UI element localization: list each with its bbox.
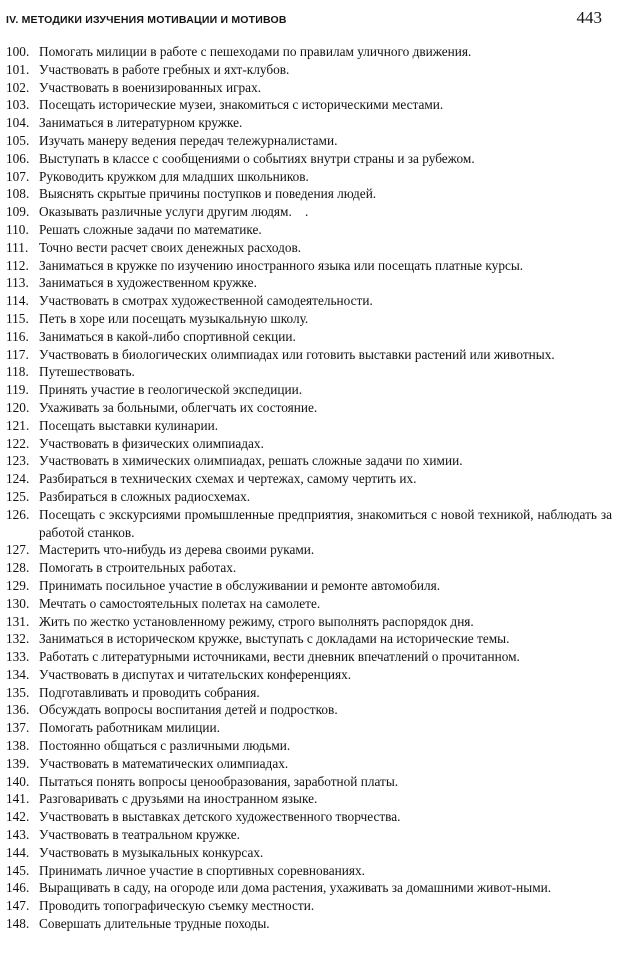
item-text: Участвовать в музыкальных конкурсах. xyxy=(39,844,264,860)
item-number: 146. xyxy=(6,880,30,896)
list-item xyxy=(6,755,612,773)
item-number: 120. xyxy=(6,399,30,415)
item-number: 106. xyxy=(6,150,30,166)
list-item xyxy=(6,310,612,328)
item-number: 147. xyxy=(6,898,30,914)
list-item xyxy=(6,168,612,186)
list-item xyxy=(6,435,612,453)
item-text: Петь в хоре или посещать музыкальную школу. xyxy=(39,310,309,326)
item-number: 148. xyxy=(6,916,30,932)
item-text: Разговаривать с друзьями на иностранном языке. xyxy=(39,791,318,807)
item-number: 105. xyxy=(6,132,30,148)
item-text: Совершать длительные трудные походы. xyxy=(39,916,270,932)
item-text: Участвовать в работе гребных и яхт-клубов. xyxy=(39,61,290,77)
list-item xyxy=(6,577,612,595)
item-text: Постоянно общаться с различными людьми. xyxy=(39,738,291,754)
item-text: Заниматься в литературном кружке. xyxy=(39,115,243,131)
item-number: 111. xyxy=(6,239,29,255)
list-item xyxy=(6,114,612,132)
list-item xyxy=(6,879,612,897)
item-text: Принимать личное участие в спортивных соревнованиях. xyxy=(39,862,366,878)
item-number: 107. xyxy=(6,168,30,184)
list-item xyxy=(6,363,612,381)
item-text: Принимать посильное участие в обслуживании и ремонте автомобиля. xyxy=(39,577,441,593)
list-item xyxy=(6,862,612,880)
item-number: 132. xyxy=(6,631,30,647)
item-number: 123. xyxy=(6,453,30,469)
list-item xyxy=(6,79,612,97)
list-item xyxy=(6,613,612,631)
item-number: 142. xyxy=(6,809,30,825)
list-item xyxy=(6,684,612,702)
item-text: Участвовать в математических олимпиадах. xyxy=(39,755,289,771)
item-text: Ухаживать за больными, облегчать их состояние. xyxy=(39,399,318,415)
item-text: Путешествовать. xyxy=(39,364,135,380)
item-text: Руководить кружком для младших школьников. xyxy=(39,168,309,184)
list-item xyxy=(6,648,612,666)
item-number: 137. xyxy=(6,720,30,736)
list-item xyxy=(6,132,612,150)
item-number: 134. xyxy=(6,666,30,682)
list-item xyxy=(6,559,612,577)
item-text: Помогать работникам милиции. xyxy=(39,720,220,736)
item-text: Участвовать в химических олимпиадах, решать сложные задачи по химии. xyxy=(39,453,463,469)
list-item xyxy=(6,239,612,257)
page-number: 443 xyxy=(576,8,602,27)
item-number: 131. xyxy=(6,613,30,629)
item-text: Точно вести расчет своих денежных расходов. xyxy=(39,239,302,255)
list-item xyxy=(6,826,612,844)
list-item xyxy=(6,595,612,613)
item-text: Участвовать в выставках детского художественного творчества. xyxy=(39,809,401,825)
item-text: Помогать в строительных работах. xyxy=(39,560,237,576)
item-number: 114. xyxy=(6,293,29,309)
item-number: 127. xyxy=(6,542,30,558)
list-item xyxy=(6,737,612,755)
list-item xyxy=(6,203,612,221)
item-text: Жить по жестко установленному режиму, строго выполнять распорядок дня. xyxy=(39,613,474,629)
item-text: Участвовать в военизированных играх. xyxy=(39,79,262,95)
item-number: 113. xyxy=(6,275,29,291)
item-text: Работать с литературными источниками, вести дневник впечатлений о прочитанном. xyxy=(39,649,520,665)
list-item xyxy=(6,630,612,648)
item-number: 144. xyxy=(6,844,30,860)
item-number: 136. xyxy=(6,702,30,718)
item-text: Мастерить что-нибудь из дерева своими руками. xyxy=(39,542,315,558)
item-number: 139. xyxy=(6,755,30,771)
item-text: Разбираться в технических схемах и чертежах, самому чертить их. xyxy=(39,471,417,487)
list-item xyxy=(6,381,612,399)
item-text: Принять участие в геологической экспедиции. xyxy=(39,382,303,398)
item-number: 110. xyxy=(6,221,29,237)
list-item xyxy=(6,346,612,364)
item-number: 125. xyxy=(6,488,30,504)
item-text: Посещать выставки кулинарии. xyxy=(39,417,219,433)
item-text: Решать сложные задачи по математике. xyxy=(39,221,262,237)
list-item xyxy=(6,150,612,168)
item-text: Подготавливать и проводить собрания. xyxy=(39,684,260,700)
item-text: Разбираться в сложных радиосхемах. xyxy=(39,488,251,504)
list-item xyxy=(6,506,612,542)
list-item xyxy=(6,790,612,808)
item-text: Проводить топографическую съемку местности. xyxy=(39,898,315,914)
item-text: Заниматься в какой-либо спортивной секции. xyxy=(39,328,296,344)
item-number: 143. xyxy=(6,827,30,843)
item-text: Заниматься в историческом кружке, выступать с докладами на исторические темы. xyxy=(39,631,510,647)
item-number: 129. xyxy=(6,577,30,593)
list-item xyxy=(6,897,612,915)
item-number: 116. xyxy=(6,328,29,344)
item-number: 103. xyxy=(6,97,30,113)
item-number: 140. xyxy=(6,773,30,789)
item-number: 102. xyxy=(6,79,30,95)
item-text: Заниматься в художественном кружке. xyxy=(39,275,257,291)
item-number: 124. xyxy=(6,471,30,487)
list-item xyxy=(6,221,612,239)
item-number: 122. xyxy=(6,435,30,451)
item-text: Пытаться понять вопросы ценообразования, заработной платы. xyxy=(39,773,399,789)
item-text: Выступать в классе с сообщениями о событиях внутри страны и за рубежом. xyxy=(39,150,475,166)
item-number: 133. xyxy=(6,649,30,665)
list-item xyxy=(6,666,612,684)
item-number: 101. xyxy=(6,61,30,77)
item-number: 117. xyxy=(6,346,29,362)
item-number: 128. xyxy=(6,560,30,576)
item-text: Помогать милиции в работе с пешеходами по правилам уличного движения. xyxy=(39,44,472,59)
list-item xyxy=(6,185,612,203)
list-item xyxy=(6,844,612,862)
item-number: 130. xyxy=(6,595,30,611)
list-item xyxy=(6,452,612,470)
list-item xyxy=(6,719,612,737)
item-number: 109. xyxy=(6,204,30,220)
item-number: 119. xyxy=(6,382,29,398)
item-text: Посещать с экскурсиями промышленные предприятия, знакомиться с новой техникой, наблюдать за работой станков. xyxy=(39,506,612,540)
list-item xyxy=(6,292,612,310)
item-number: 108. xyxy=(6,186,30,202)
list-item xyxy=(6,61,612,79)
item-number: 138. xyxy=(6,738,30,754)
list-item xyxy=(6,328,612,346)
item-text: Участвовать в театральном кружке. xyxy=(39,827,240,843)
item-number: 141. xyxy=(6,791,30,807)
item-number: 135. xyxy=(6,684,30,700)
item-number: 115. xyxy=(6,310,29,326)
list-item xyxy=(6,399,612,417)
item-text: Оказывать различные услуги другим людям. . xyxy=(39,204,309,220)
list-item xyxy=(6,808,612,826)
item-text: Заниматься в кружке по изучению иностранного языка или посещать платные курсы. xyxy=(39,257,524,273)
items-list xyxy=(6,43,612,933)
item-number: 112. xyxy=(6,257,29,273)
list-item xyxy=(6,417,612,435)
item-text: Изучать манеру ведения передач тележурналистами. xyxy=(39,132,338,148)
list-item xyxy=(6,773,612,791)
item-text: Мечтать о самостоятельных полетах на самолете. xyxy=(39,595,321,611)
list-item xyxy=(6,488,612,506)
list-item xyxy=(6,257,612,275)
item-number: 145. xyxy=(6,862,30,878)
item-number: 126. xyxy=(6,506,30,522)
item-number: 100. xyxy=(6,44,30,59)
item-number: 121. xyxy=(6,417,30,433)
list-item xyxy=(6,915,612,933)
item-text: Посещать исторические музеи, знакомиться с историческими местами. xyxy=(39,97,444,113)
list-item xyxy=(6,96,612,114)
page-header xyxy=(6,8,612,28)
list-item xyxy=(6,274,612,292)
item-text: Участвовать в биологических олимпиадах или готовить выставки растений или животных. xyxy=(39,346,555,362)
item-text: Участвовать в физических олимпиадах. xyxy=(39,435,264,451)
list-item xyxy=(6,470,612,488)
item-text: Выращивать в саду, на огороде или дома растения, ухаживать за домашними живот-ными. xyxy=(39,880,552,896)
item-text: Выяснять скрытые причины поступков и поведения людей. xyxy=(39,186,377,202)
list-item xyxy=(6,541,612,559)
item-text: Участвовать в смотрах художественной самодеятельности. xyxy=(39,293,373,309)
item-number: 118. xyxy=(6,364,29,380)
section-title: IV. МЕТОДИКИ ИЗУЧЕНИЯ МОТИВАЦИИ И МОТИВОВ xyxy=(6,14,287,26)
list-item xyxy=(6,701,612,719)
item-text: Обсуждать вопросы воспитания детей и подростков. xyxy=(39,702,338,718)
list-item xyxy=(6,43,612,61)
item-text: Участвовать в диспутах и читательских конференциях. xyxy=(39,666,352,682)
item-number: 104. xyxy=(6,115,30,131)
